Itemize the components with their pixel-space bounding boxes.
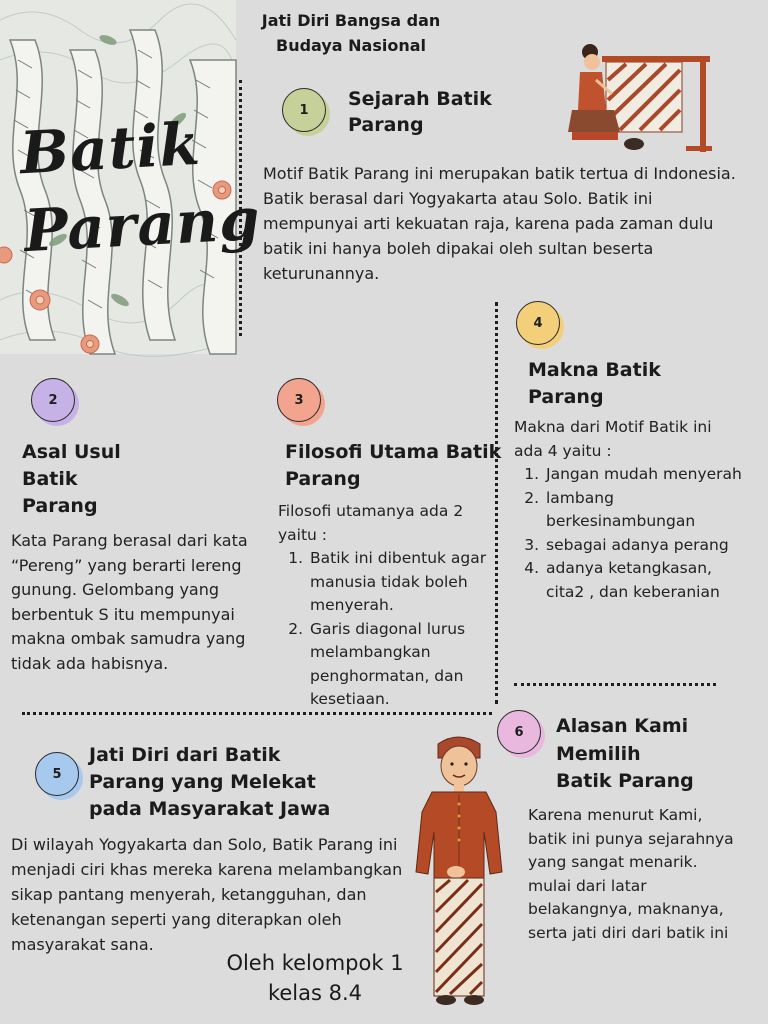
section-number-badge: 4 [516, 301, 560, 345]
cover-title-line1: Batik [18, 109, 203, 188]
list-item: 1. Batik ini dibentuk agar manusia tidak boleh menyerah. [308, 547, 490, 618]
section-number-badge: 2 [31, 378, 75, 422]
section-title: Filosofi Utama Batik Parang [285, 441, 502, 490]
header-line2: Budaya Nasional [276, 36, 426, 55]
list-item: 2. Garis diagonal lurus melambangkan penghormatan, dan kesetiaan. [308, 618, 490, 712]
section-title: Jati Diri dari Batik Parang yang Melekat pada Masyarakat Jawa [89, 744, 331, 820]
section-title: Alasan Kami Memilih Batik Parang [556, 715, 694, 792]
section-title: Sejarah Batik Parang [348, 88, 492, 136]
divider-vertical-top [239, 80, 242, 336]
divider-horizontal-left [22, 712, 492, 715]
list-item: 3. sebagai adanya perang [544, 534, 744, 558]
batik-artisan-illustration [568, 40, 718, 158]
list-item: 2. lambang berkesinambungan [544, 487, 744, 534]
section-number-badge: 6 [497, 710, 541, 754]
section-body [514, 416, 744, 604]
cover-title [18, 102, 262, 270]
section-body: Di wilayah Yogyakarta dan Solo, Batik Parang ini menjadi ciri khas mereka karena melambangkan sikap pantang menyerah, ketangguhan, dan ketenangan seperti yang diterapkan oleh masyarakat sana. [11, 835, 403, 954]
cover-title-line2: Parang [22, 184, 263, 266]
footer-credit [210, 948, 420, 1008]
section-number-badge: 1 [282, 88, 326, 132]
footer-line1: Oleh kelompok 1 [226, 951, 404, 975]
list-item: 1. Jangan mudah menyerah [544, 463, 744, 487]
page-header [236, 8, 466, 58]
section-number-badge: 5 [35, 752, 79, 796]
section-body: Kata Parang berasal dari kata “Pereng” yang berarti lereng gunung. Gelombang yang berbentuk S itu mempunyai makna ombak samudra yang tidak ada habisnya. [11, 531, 248, 673]
section-body [278, 500, 490, 712]
list-item: 4. adanya ketangkasan, cita2 , dan keberanian [544, 557, 744, 604]
section-title: Asal Usul Batik Parang [22, 441, 121, 517]
section-body: Karena menurut Kami, batik ini punya sejarahnya yang sangat menarik. mulai dari latar belakangnya, maknanya, serta jati diri dari batik ini [528, 806, 734, 942]
divider-vertical-middle [495, 302, 498, 704]
section-title: Makna Batik Parang [528, 359, 661, 408]
section-number-badge: 3 [277, 378, 321, 422]
footer-line2: kelas 8.4 [267, 981, 363, 1005]
section-intro: Filosofi utamanya ada 2 yaitu : [278, 502, 464, 544]
javanese-man-illustration [410, 732, 510, 1012]
section-body: Motif Batik Parang ini merupakan batik tertua di Indonesia. Batik berasal dari Yogyakarta atau Solo. Batik ini mempunyai arti kekuatan raja, karena pada zaman dulu batik ini hanya boleh dipakai oleh sultan beserta keturunannya. [263, 164, 736, 283]
section-intro: Makna dari Motif Batik ini ada 4 yaitu : [514, 418, 712, 460]
divider-horizontal-right [514, 683, 716, 686]
batik-cover-image [0, 0, 263, 354]
header-line1: Jati Diri Bangsa dan [261, 11, 441, 30]
